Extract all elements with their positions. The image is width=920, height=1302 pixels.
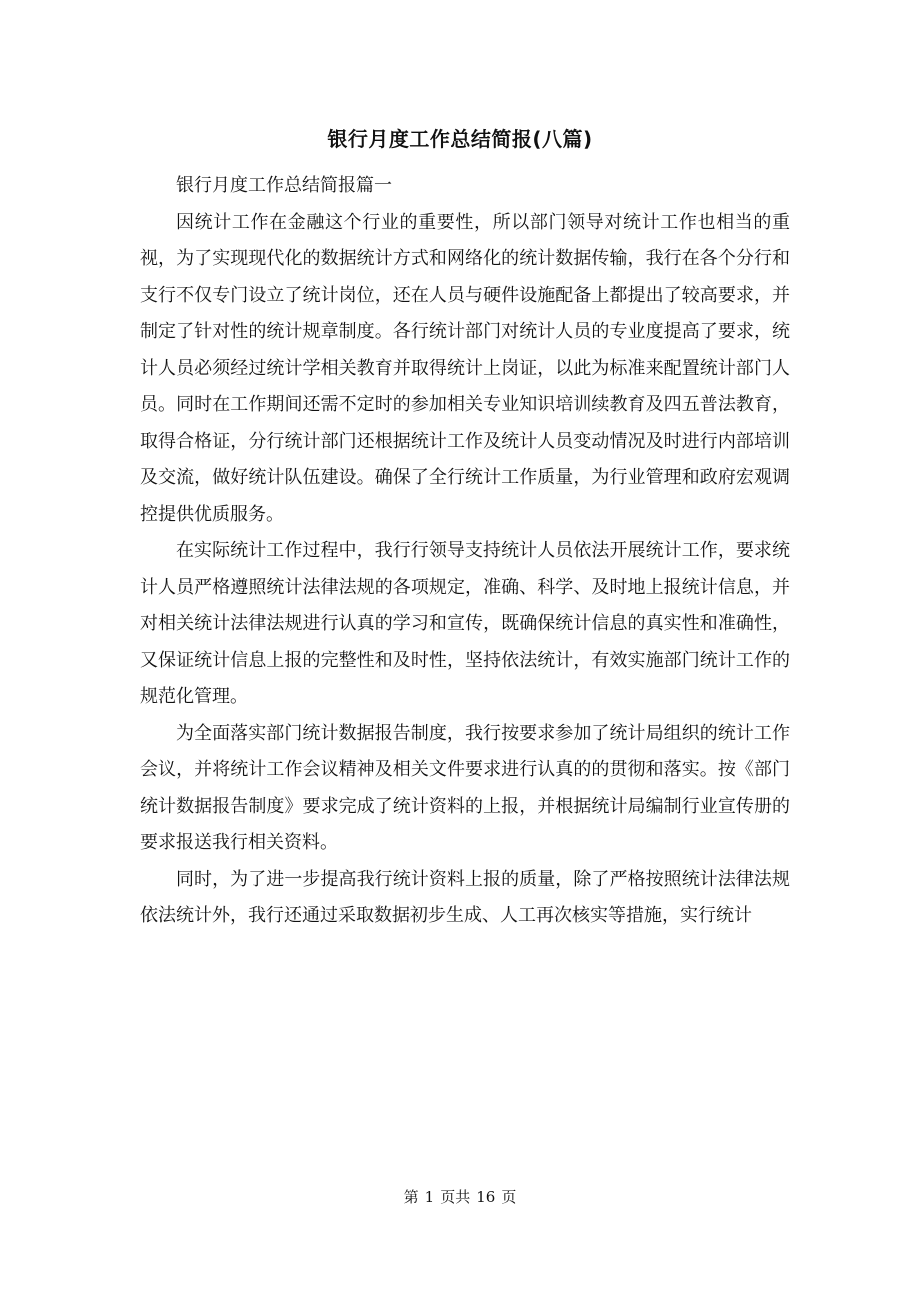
document-title: 银行月度工作总结简报(八篇)	[327, 127, 593, 151]
paragraph-4: 同时，为了进一步提高我行统计资料上报的质量，除了严格按照统计法律法规依法统计外，我行还通过采取数据初步生成、人工再次核实等措施，实行统计	[140, 868, 790, 926]
paragraph-1: 因统计工作在金融这个行业的重要性，所以部门领导对统计工作也相当的重视，为了实现现代化的数据统计方式和网络化的统计数据传输，我行在各个分行和支行不仅专门设立了统计岗位，还在人员与硬件设施配备上都提出了较高要求，并制定了针对性的统计规章制度。各行统计部门对统计人员的专业度提高了要求，统计人员必须经过统计学相关教育并取得统计上岗证，以此为标准来配置统计部门人员。同时在工作期间还需不定时的参加相关专业知识培训续教育及四五普法教育，取得合格证，分行统计部门还根据统计工作及统计人员变动情况及时进行内部培训及交流，做好统计队伍建设。确保了全行统计工作质量，为行业管理和政府宏观调控提供优质服务。	[140, 211, 790, 525]
footer-suffix: 页	[501, 1188, 517, 1206]
footer-prefix: 第	[403, 1188, 419, 1206]
footer-total-pages: 16	[476, 1188, 496, 1206]
section-heading: 银行月度工作总结简报篇一	[176, 175, 392, 196]
footer-current-page: 1	[424, 1188, 435, 1206]
document-body	[140, 168, 790, 935]
page-footer	[0, 1186, 920, 1208]
paragraph-2: 在实际统计工作过程中，我行行领导支持统计人员依法开展统计工作，要求统计人员严格遵照统计法律法规的各项规定，准确、科学、及时地上报统计信息，并对相关统计法律法规进行认真的学习和宣传，既确保统计信息的真实性和准确性，又保证统计信息上报的完整性和及时性，坚持依法统计，有效实施部门统计工作的规范化管理。	[140, 540, 790, 707]
footer-middle: 页共	[440, 1188, 471, 1206]
paragraph-3: 为全面落实部门统计数据报告制度，我行按要求参加了统计局组织的统计工作会议，并将统计工作会议精神及相关文件要求进行认真的的贯彻和落实。按《部门统计数据报告制度》要求完成了统计资料的上报，并根据统计局编制行业宣传册的要求报送我行相关资料。	[140, 722, 790, 853]
